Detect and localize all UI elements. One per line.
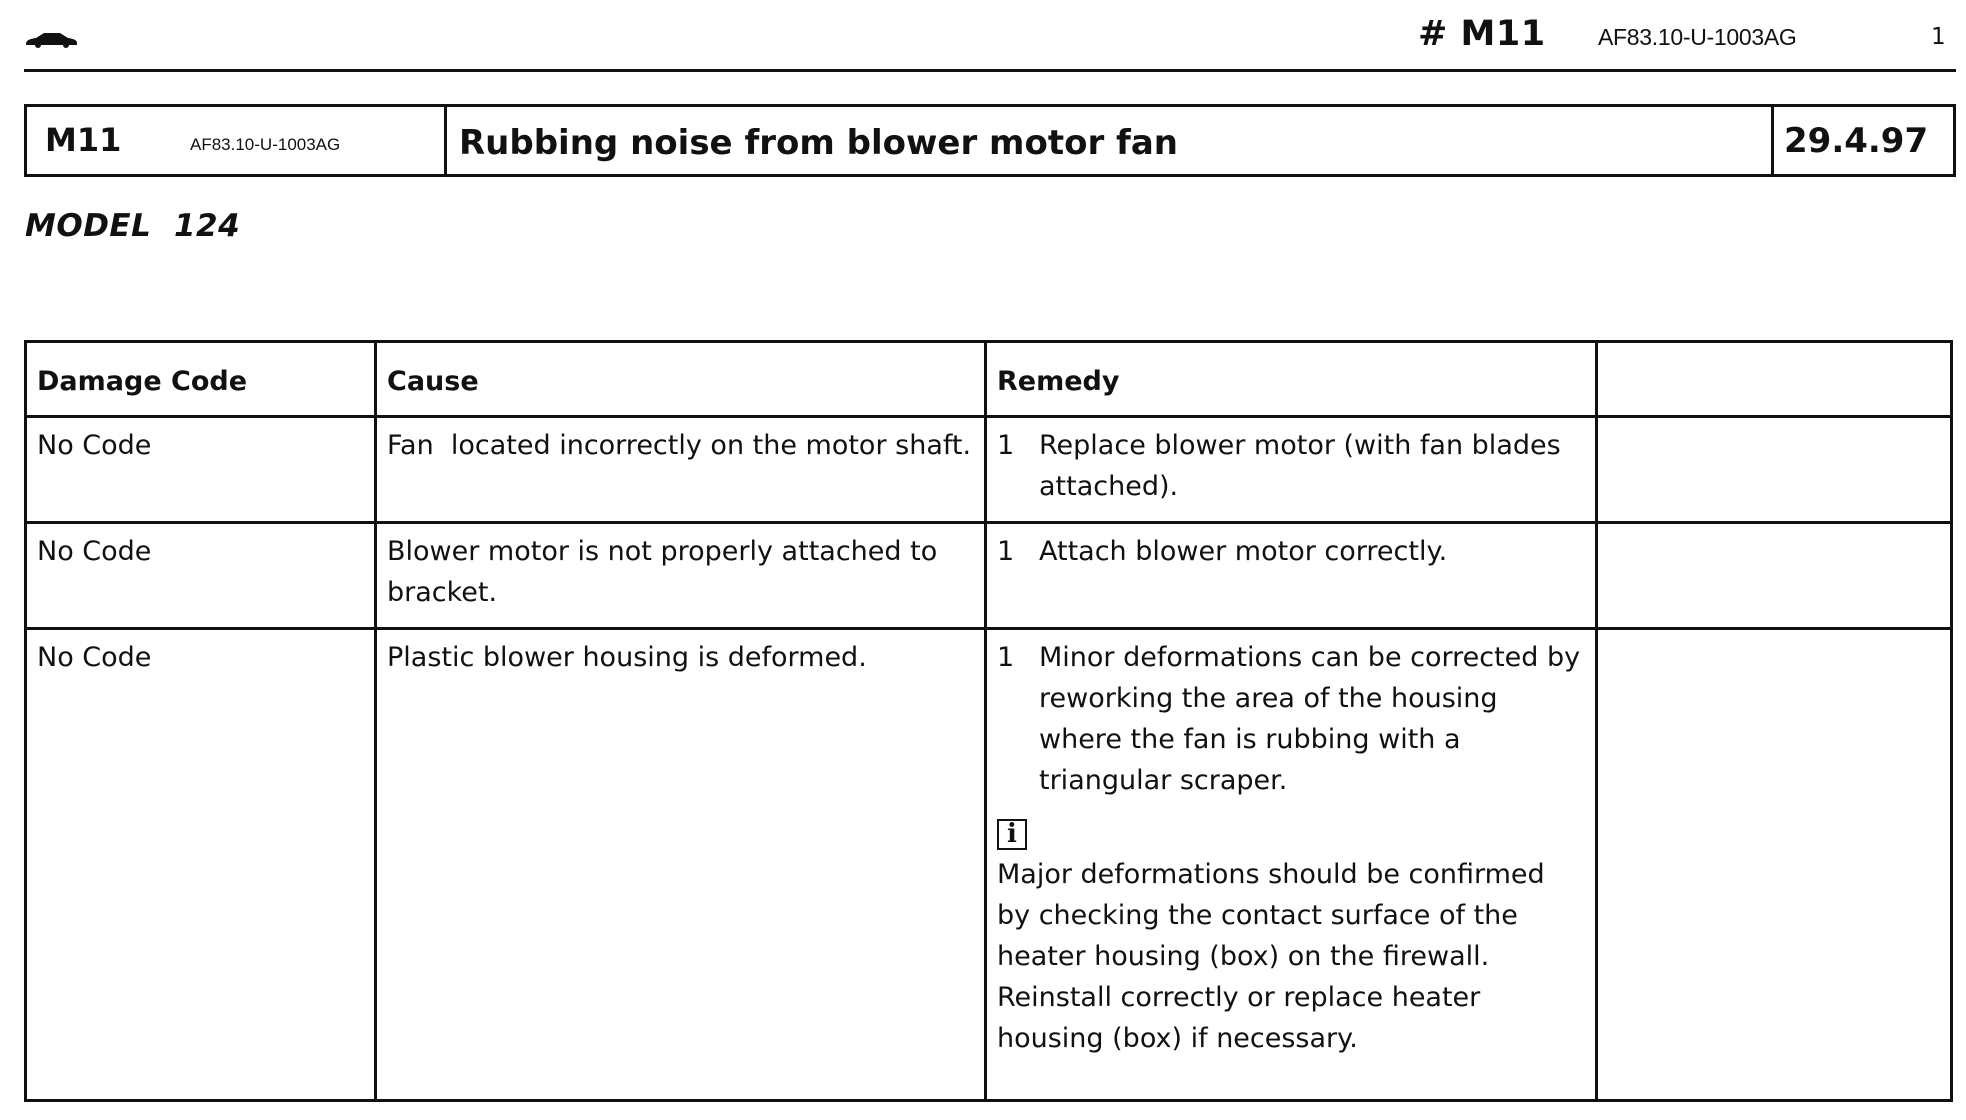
- title-box: [24, 104, 1956, 177]
- cause-cell: Blower motor is not properly attached to bracket.: [376, 523, 986, 629]
- bulletin-code: M11: [45, 121, 122, 159]
- extra-cell: [1597, 523, 1952, 629]
- header-remedy: Remedy: [986, 342, 1597, 417]
- damage-code-cell: No Code: [26, 417, 376, 523]
- remedy-step-text: Replace blower motor (with fan blades attached).: [1039, 430, 1561, 502]
- page-title: Rubbing noise from blower motor fan: [459, 123, 1178, 163]
- remedy-step: [997, 637, 1585, 801]
- remedy-note: Major deformations should be confirmed by checking the contact surface of the heater housing (box) on the firewall. Reinstall correctly or replace heater housing (box) if necessary.: [997, 859, 1545, 1054]
- remedy-step-number: 1: [997, 642, 1015, 673]
- header-damage-code: Damage Code: [26, 342, 376, 417]
- diagnosis-table: [24, 340, 1953, 1102]
- bulletin-date: 29.4.97: [1784, 121, 1929, 161]
- remedy-step-number: 1: [997, 430, 1015, 461]
- title-box-code-cell: [27, 107, 447, 174]
- damage-code-cell: No Code: [26, 629, 376, 1101]
- bulletin-ref: AF83.10-U-1003AG: [190, 135, 341, 154]
- model-heading: MODEL 124: [25, 208, 241, 244]
- table-row: [26, 417, 1952, 523]
- header-blank: [1597, 342, 1952, 417]
- remedy-cell: [986, 417, 1597, 523]
- running-header-bulletin: # M11: [1418, 14, 1546, 54]
- damage-code-cell: No Code: [26, 523, 376, 629]
- running-header-doc-ref: AF83.10-U-1003AG: [1598, 24, 1797, 50]
- cause-cell: Plastic blower housing is deformed.: [376, 629, 986, 1101]
- remedy-step: [997, 425, 1585, 507]
- remedy-step-number: 1: [997, 536, 1015, 567]
- car-silhouette-icon: [24, 31, 78, 49]
- remedy-cell: [986, 523, 1597, 629]
- table-header-row: [26, 342, 1952, 417]
- cause-cell: Fan located incorrectly on the motor shaft.: [376, 417, 986, 523]
- title-box-date-cell: [1774, 107, 1953, 174]
- page-number: 1: [1931, 24, 1946, 50]
- remedy-cell: [986, 629, 1597, 1101]
- info-icon: i: [997, 819, 1027, 850]
- remedy-step: [997, 531, 1585, 572]
- remedy-step-text: Attach blower motor correctly.: [1039, 536, 1448, 567]
- title-box-title-cell: [447, 107, 1774, 174]
- extra-cell: [1597, 417, 1952, 523]
- remedy-step-text: Minor deformations can be corrected by reworking the area of the housing where the fan is rubbing with a triangular scraper.: [1039, 642, 1581, 796]
- table-row: [26, 523, 1952, 629]
- extra-cell: [1597, 629, 1952, 1101]
- header-divider: [24, 69, 1956, 72]
- table-row: [26, 629, 1952, 1101]
- header-cause: Cause: [376, 342, 986, 417]
